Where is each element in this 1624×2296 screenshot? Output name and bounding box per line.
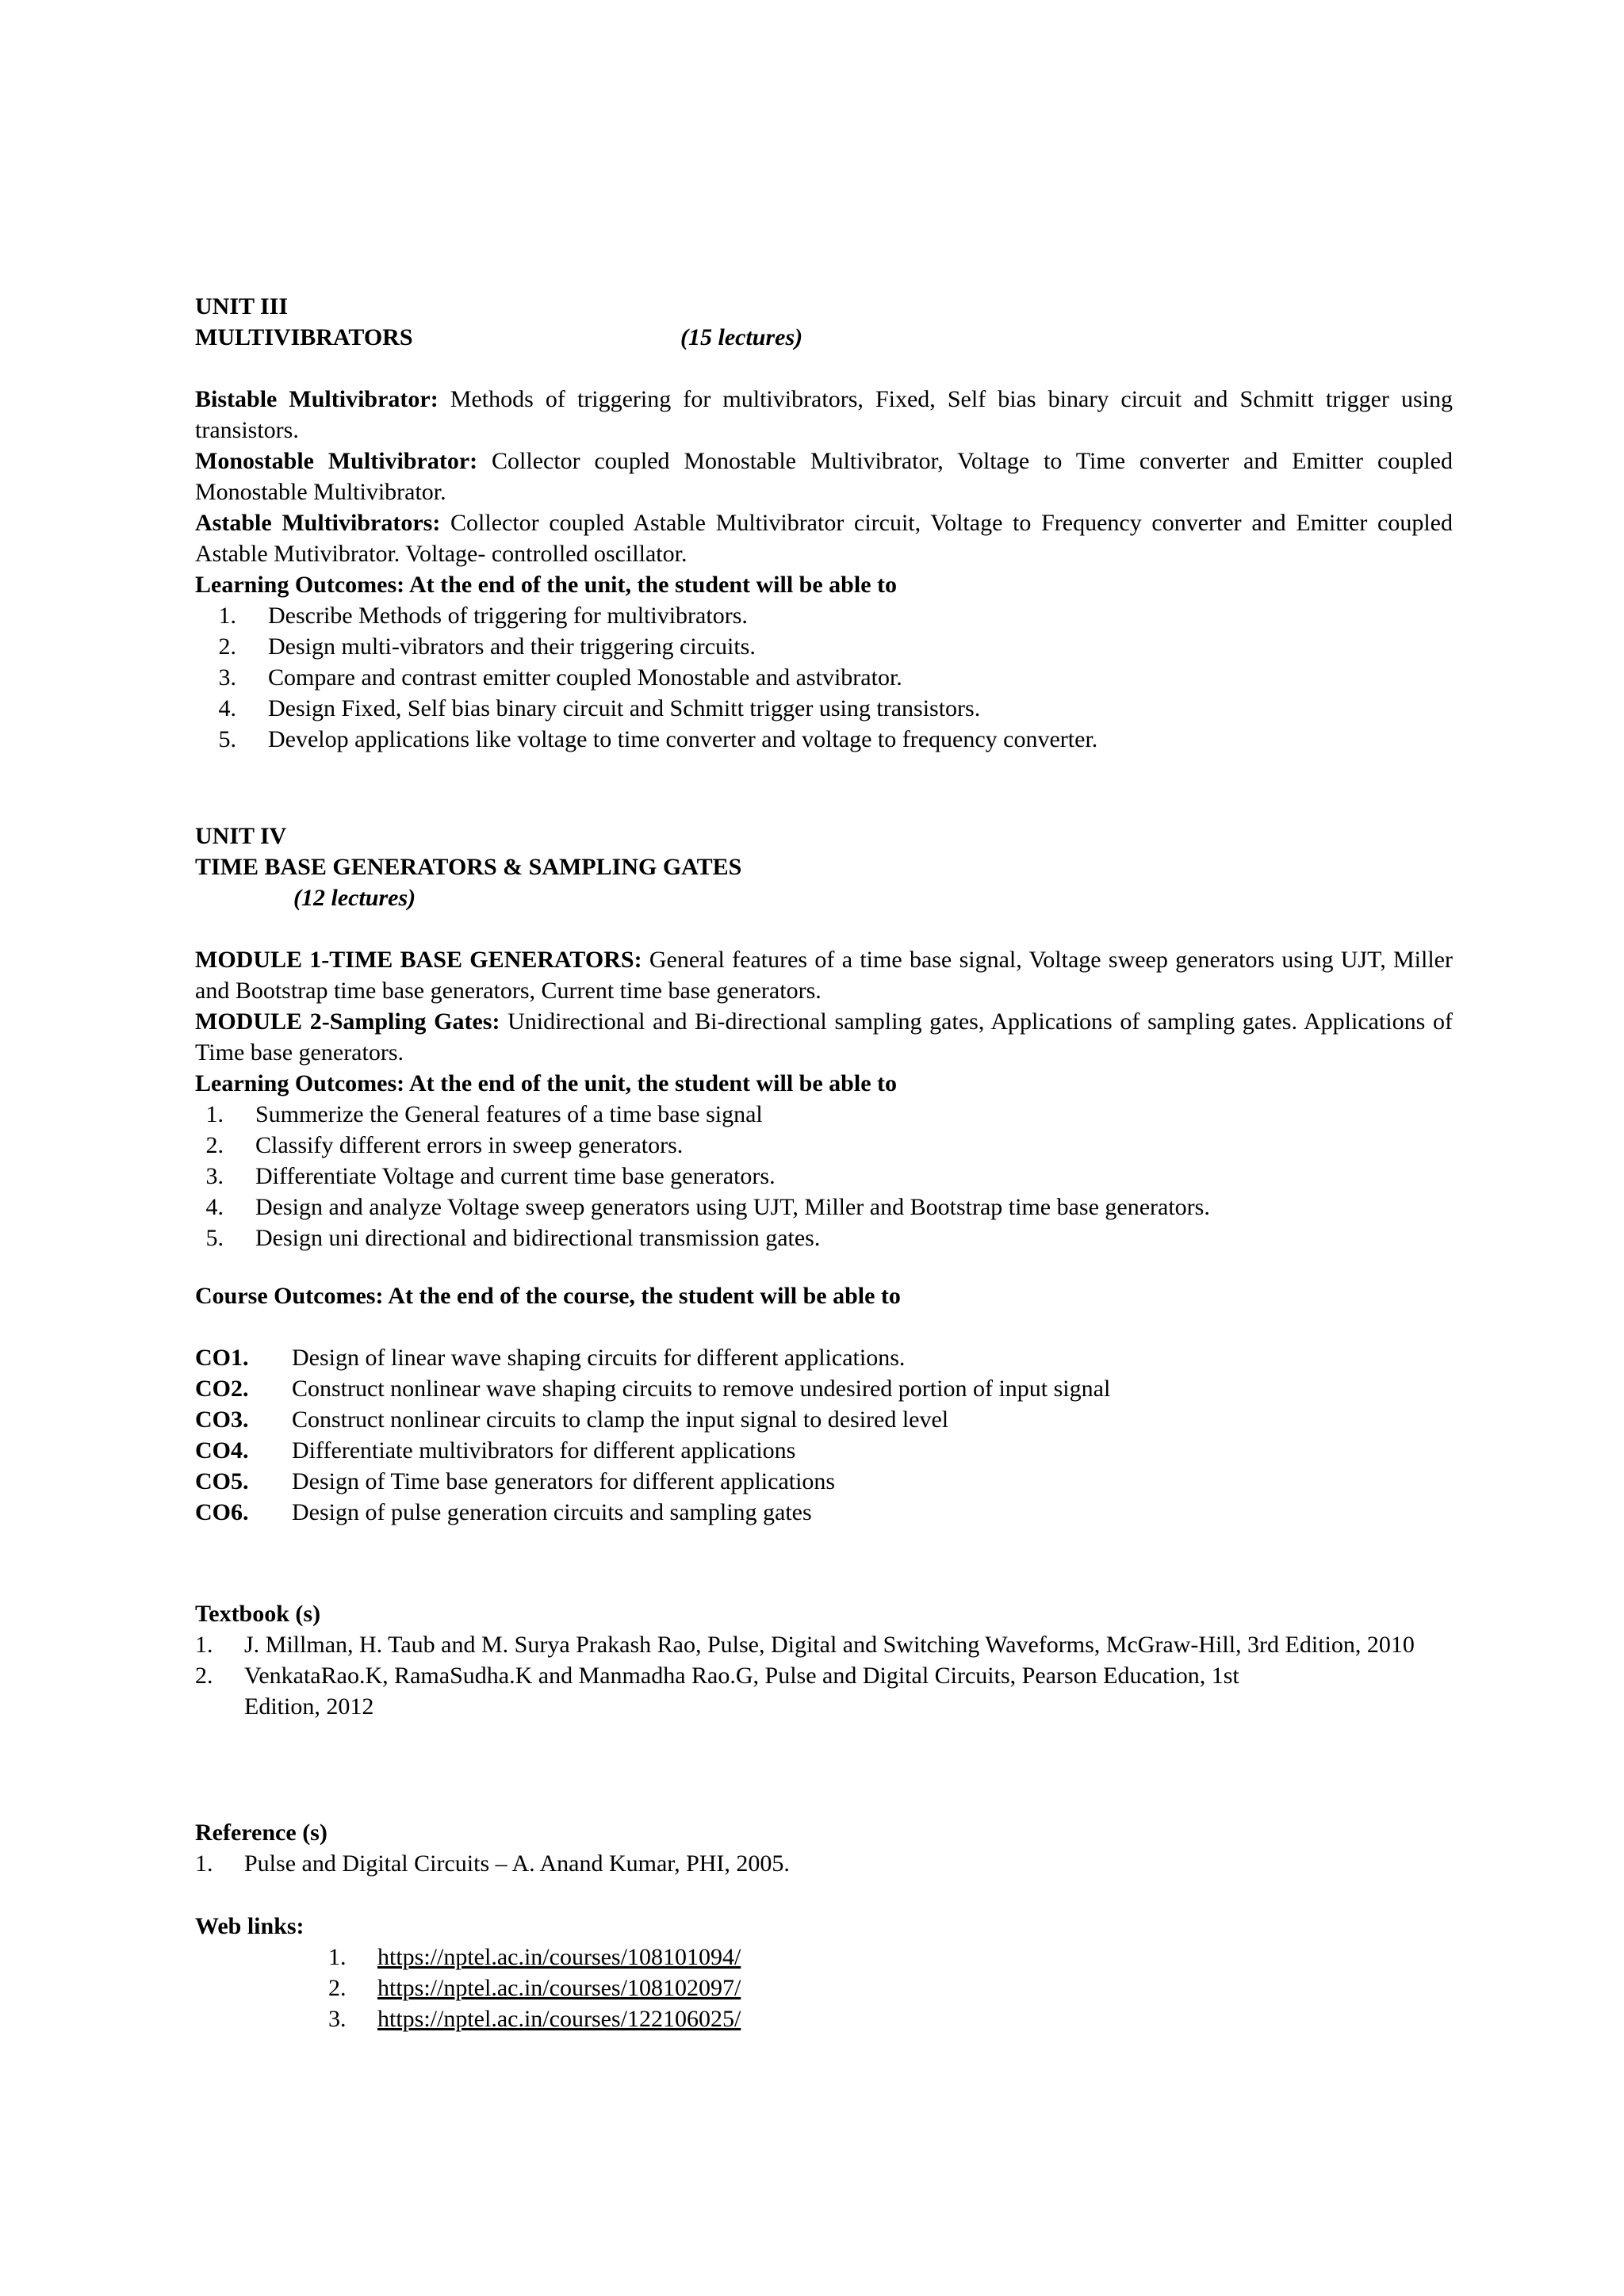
list-number: 2.: [205, 1132, 224, 1158]
list-text: Design multi-vibrators and their triggering circuits.: [268, 633, 756, 660]
list-number: 5.: [205, 1225, 224, 1251]
list-text: Differentiate Voltage and current time base generators.: [255, 1163, 776, 1189]
list-number: 3.: [218, 664, 236, 691]
list-number: 2.: [218, 633, 236, 660]
course-outcome-text: Differentiate multivibrators for different applications: [292, 1437, 796, 1464]
unit-3-para-astable: [195, 507, 1453, 569]
list-item: [195, 1161, 1453, 1192]
course-outcome-row: [195, 1435, 1453, 1466]
textbook-item: [195, 1660, 1453, 1722]
list-item: [195, 724, 1453, 755]
para-bold-label: MODULE 2-Sampling Gates:: [195, 1008, 500, 1035]
list-item: [195, 662, 1453, 693]
weblink-number: 1.: [328, 1944, 347, 1970]
course-outcome-code: CO1.: [195, 1345, 249, 1371]
list-item: [195, 600, 1453, 631]
reference-text: Pulse and Digital Circuits – A. Anand Kumar, PHI, 2005.: [244, 1850, 790, 1877]
unit-4-outcomes-list: [195, 1099, 1453, 1253]
course-outcome-text: Design of Time base generators for different applications: [292, 1468, 836, 1494]
list-text: Summerize the General features of a time base signal: [255, 1101, 763, 1127]
list-number: 4.: [205, 1194, 224, 1220]
course-outcome-code: CO6.: [195, 1499, 249, 1525]
textbook-number: 1.: [195, 1632, 213, 1658]
course-outcome-row: [195, 1404, 1453, 1435]
list-text: Design uni directional and bidirectional transmission gates.: [255, 1225, 821, 1251]
unit-3-heading-row: [195, 322, 1453, 353]
textbooks-heading: Textbook (s): [195, 1601, 321, 1627]
para-text: Collector coupled Monostable Multivibrator, Voltage to Time converter and Emitter coupled Monostable Multivibrator.: [195, 448, 1453, 505]
list-text: Design and analyze Voltage sweep generators using UJT, Miller and Bootstrap time base generators.: [255, 1194, 1210, 1220]
list-number: 1.: [205, 1101, 224, 1127]
list-item: [195, 693, 1453, 724]
list-item: [195, 631, 1453, 662]
course-outcome-text: Design of pulse generation circuits and sampling gates: [292, 1499, 812, 1525]
reference-number: 1.: [195, 1850, 213, 1877]
list-item: [195, 1223, 1453, 1253]
list-text: Develop applications like voltage to time converter and voltage to frequency converter.: [268, 726, 1098, 752]
unit-3-outcomes-heading: Learning Outcomes: At the end of the unit, the student will be able to: [195, 572, 897, 598]
textbooks-section: [195, 1598, 1453, 1722]
para-bold-label: Bistable Multivibrator:: [195, 386, 439, 412]
para-bold-label: Astable Multivibrators:: [195, 510, 441, 536]
references-section: [195, 1817, 1453, 1879]
course-outcome-row: [195, 1497, 1453, 1528]
weblink-row: [195, 2003, 1453, 2034]
unit-4-para-module-2: [195, 1006, 1453, 1068]
course-outcome-row: [195, 1466, 1453, 1497]
weblink-number: 2.: [328, 1975, 347, 2001]
course-outcome-text: Design of linear wave shaping circuits for different applications.: [292, 1345, 906, 1371]
unit-3-para-monostable: [195, 446, 1453, 507]
unit-3-section: [195, 291, 1453, 755]
para-text: General features of a time base signal, Voltage sweep generators using UJT, Miller and Bootstrap time base generators, Current time base generators.: [195, 947, 1453, 1004]
course-outcome-code: CO5.: [195, 1468, 249, 1494]
course-outcome-row: [195, 1373, 1453, 1404]
list-number: 1.: [218, 603, 236, 629]
para-text: Collector coupled Astable Multivibrator circuit, Voltage to Frequency converter and Emitter coupled Astable Mutivibrator. Voltage- controlled oscillator.: [195, 510, 1453, 567]
list-item: [195, 1192, 1453, 1223]
unit-3-label: UNIT III: [195, 293, 288, 320]
list-text: Compare and contrast emitter coupled Monostable and astvibrator.: [268, 664, 902, 691]
unit-3-lectures: (15 lectures): [680, 324, 803, 350]
weblink-url[interactable]: https://nptel.ac.in/courses/108101094/: [377, 1944, 741, 1970]
references-heading: Reference (s): [195, 1820, 327, 1846]
textbook-item: [195, 1629, 1453, 1660]
unit-4-para-module-1: [195, 944, 1453, 1006]
para-text: Unidirectional and Bi-directional sampling gates, Applications of sampling gates. Applications of Time base generators.: [195, 1008, 1454, 1066]
course-outcomes-section: [195, 1280, 1453, 1528]
course-outcome-row: [195, 1342, 1453, 1373]
unit-4-section: [195, 821, 1453, 1253]
course-outcomes-heading: Course Outcomes: At the end of the course, the student will be able to: [195, 1283, 901, 1309]
list-text: Describe Methods of triggering for multivibrators.: [268, 603, 748, 629]
unit-4-lectures: (12 lectures): [293, 885, 416, 911]
unit-3-title: MULTIVIBRATORS: [195, 324, 413, 350]
unit-3-outcomes-list: [195, 600, 1453, 755]
weblink-url[interactable]: https://nptel.ac.in/courses/108102097/: [377, 1975, 741, 2001]
para-text: Methods of triggering for multivibrators, Fixed, Self bias binary circuit and Schmitt trigger using transistors.: [195, 386, 1453, 443]
weblink-url[interactable]: https://nptel.ac.in/courses/122106025/: [377, 2006, 741, 2032]
weblink-row: [195, 1973, 1453, 2003]
reference-item: [195, 1848, 1453, 1879]
textbook-text: VenkataRao.K, RamaSudha.K and Manmadha Rao.G, Pulse and Digital Circuits, Pearson Education, 1st Edition, 2012: [244, 1663, 1239, 1720]
weblink-row: [195, 1942, 1453, 1973]
course-outcome-code: CO4.: [195, 1437, 249, 1464]
para-bold-label: Monostable Multivibrator:: [195, 448, 478, 474]
unit-4-title: TIME BASE GENERATORS & SAMPLING GATES: [195, 854, 742, 880]
weblinks-section: [195, 1911, 1453, 2034]
list-number: 3.: [205, 1163, 224, 1189]
list-item: [195, 1099, 1453, 1130]
course-outcome-text: Construct nonlinear wave shaping circuits to remove undesired portion of input signal: [292, 1376, 1111, 1402]
course-outcome-text: Construct nonlinear circuits to clamp the input signal to desired level: [292, 1406, 949, 1433]
list-text: Design Fixed, Self bias binary circuit and Schmitt trigger using transistors.: [268, 695, 981, 721]
textbook-number: 2.: [195, 1663, 213, 1689]
list-number: 5.: [218, 726, 236, 752]
course-outcome-code: CO2.: [195, 1376, 249, 1402]
list-item: [195, 1130, 1453, 1161]
weblinks-heading: Web links:: [195, 1913, 304, 1939]
list-number: 4.: [218, 695, 236, 721]
weblink-number: 3.: [328, 2006, 347, 2032]
para-bold-label: MODULE 1-TIME BASE GENERATORS:: [195, 947, 642, 973]
course-outcome-code: CO3.: [195, 1406, 249, 1433]
list-text: Classify different errors in sweep generators.: [255, 1132, 684, 1158]
unit-3-para-bistable: [195, 384, 1453, 446]
textbook-text: J. Millman, H. Taub and M. Surya Prakash Rao, Pulse, Digital and Switching Waveforms, McGraw-Hill, 3rd Edition, 2010: [244, 1632, 1415, 1658]
unit-4-outcomes-heading: Learning Outcomes: At the end of the unit, the student will be able to: [195, 1070, 897, 1096]
unit-4-label: UNIT IV: [195, 823, 287, 849]
